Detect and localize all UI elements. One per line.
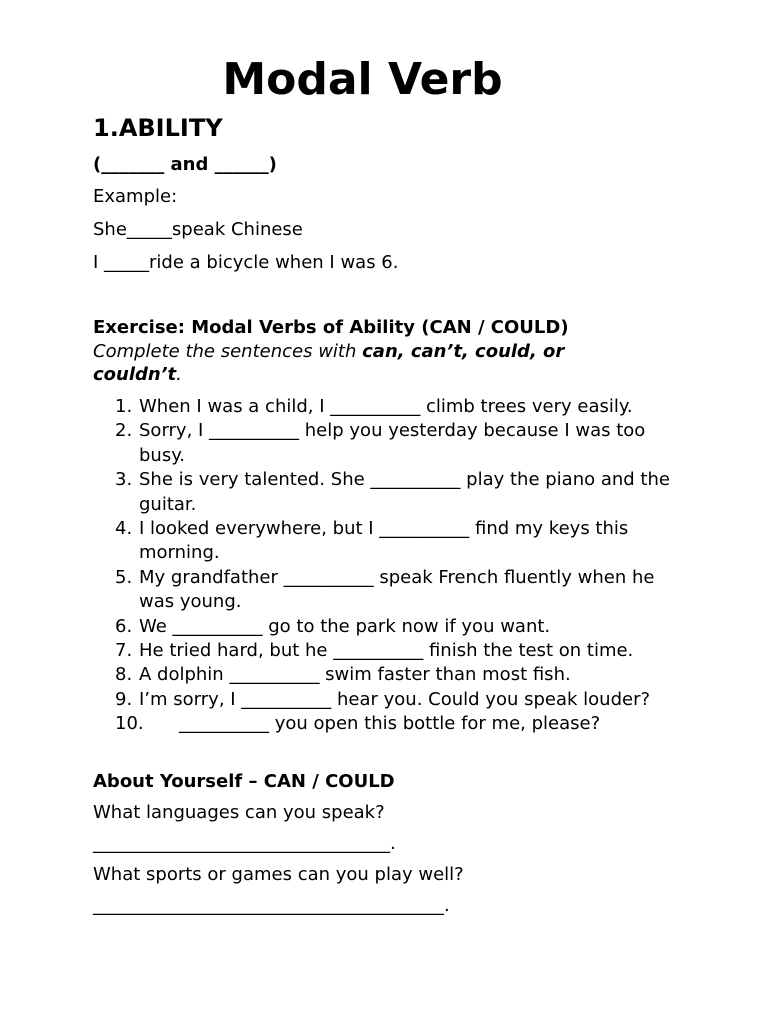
exercise-item-5 xyxy=(93,566,693,615)
exercise-list xyxy=(93,395,693,737)
item-sentence: My grandfather __________ speak French fluently when he was young. xyxy=(139,566,655,613)
exercise-item-4 xyxy=(93,517,693,566)
page-title: Modal Verb xyxy=(222,54,503,105)
instructions-modal-words: can, can’t, could, or couldn’t xyxy=(93,341,565,385)
about-yourself-heading: About Yourself – CAN / COULD xyxy=(93,771,395,792)
exercise-item-1 xyxy=(93,395,693,419)
section-heading-ability: 1.ABILITY xyxy=(93,114,223,142)
item-sentence: He tried hard, but he __________ finish the test on time. xyxy=(139,640,634,662)
item-sentence: I’m sorry, I __________ hear you. Could you speak louder? xyxy=(139,688,651,710)
item-number: 5. xyxy=(115,566,133,588)
ability-blanks-line: (_______ and ______) xyxy=(93,154,277,175)
instructions-suffix: . xyxy=(176,364,182,385)
exercise-item-6 xyxy=(93,615,693,639)
instructions-prefix: Complete the sentences with xyxy=(93,341,363,362)
item-number: 3. xyxy=(115,469,133,491)
exercise-item-9 xyxy=(93,688,693,712)
exercise-item-2 xyxy=(93,419,693,468)
exercise-heading: Exercise: Modal Verbs of Ability (CAN / COULD) xyxy=(93,317,569,338)
item-sentence: I looked everywhere, but I __________ find my keys this morning. xyxy=(139,518,629,564)
item-number: 6. xyxy=(115,615,133,637)
item-sentence: We __________ go to the park now if you want. xyxy=(139,615,551,637)
item-number: 8. xyxy=(115,664,133,686)
item-sentence: __________ you open this bottle for me, please? xyxy=(179,713,601,735)
item-number: 9. xyxy=(115,688,133,710)
item-sentence: Sorry, I __________ help you yesterday because I was too busy. xyxy=(139,420,646,466)
answer-line-sports: _______________________________________. xyxy=(93,895,450,916)
item-sentence: A dolphin __________ swim faster than most fish. xyxy=(139,664,571,686)
exercise-item-10 xyxy=(93,712,693,736)
example-sentence-1: She_____speak Chinese xyxy=(93,219,303,240)
item-number: 1. xyxy=(115,396,133,417)
item-number: 4. xyxy=(115,518,133,540)
example-label: Example: xyxy=(93,186,178,207)
item-sentence: She is very talented. She __________ play the piano and the guitar. xyxy=(139,469,670,515)
item-number: 10. xyxy=(115,713,144,735)
answer-line-languages: _________________________________. xyxy=(93,833,396,854)
example-sentence-2: I _____ride a bicycle when I was 6. xyxy=(93,252,399,273)
exercise-instructions xyxy=(93,340,633,386)
exercise-item-7 xyxy=(93,639,693,663)
question-languages: What languages can you speak? xyxy=(93,802,385,823)
exercise-item-3 xyxy=(93,468,693,517)
item-number: 7. xyxy=(115,640,133,662)
item-sentence: When I was a child, I __________ climb trees very easily. xyxy=(139,396,633,417)
question-sports: What sports or games can you play well? xyxy=(93,864,464,885)
exercise-item-8 xyxy=(93,663,693,687)
item-number: 2. xyxy=(115,420,133,442)
